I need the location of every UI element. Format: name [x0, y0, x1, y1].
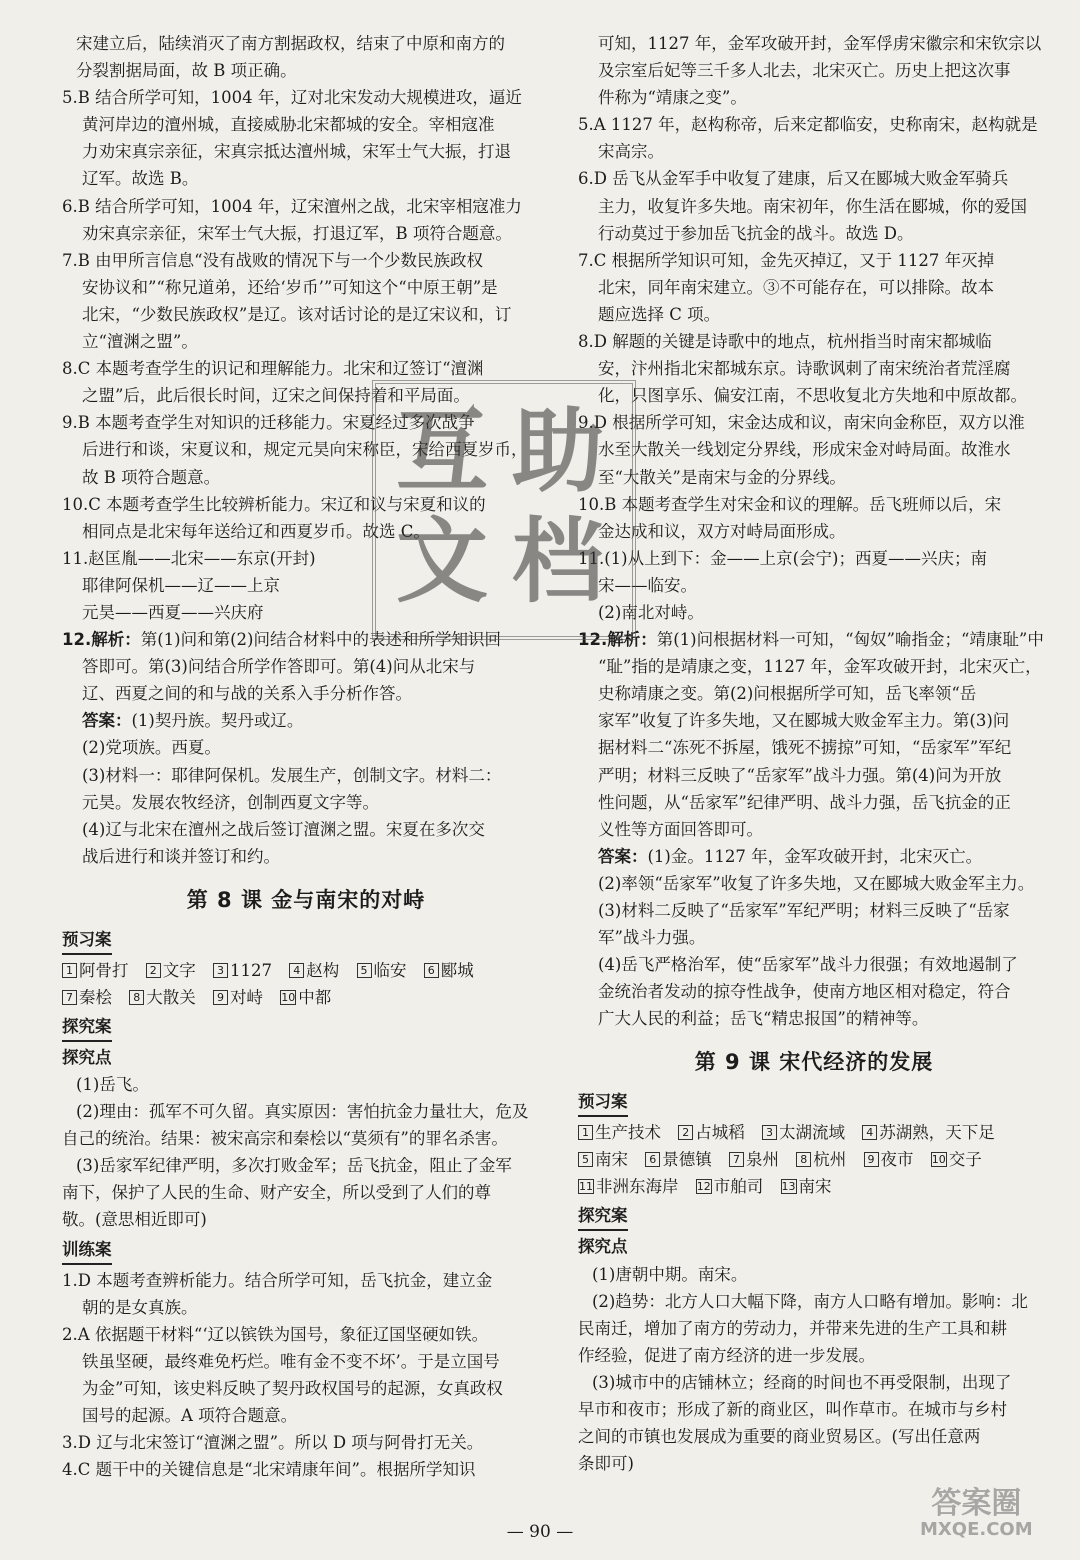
watermark-line: MXQE.COM [920, 1519, 1033, 1540]
text-line: (2)党项族。西夏。 [82, 738, 221, 758]
text-line: 金达成和议，双方对峙局面形成。 [598, 521, 846, 541]
text-line: 朝的是女真族。 [82, 1297, 198, 1317]
text-line: 10.C 本题考查学生比较辨析能力。宋辽和议与宋夏和议的 [62, 494, 486, 514]
text-line: 7.B 由甲所言信息“没有战败的情况下与一个少数民族政权 [62, 250, 484, 270]
left-column [62, 30, 550, 1483]
lesson-9-title: 第 9 课 宋代经济的发展 [694, 1050, 934, 1075]
text-line: 为金”可知，该史料反映了契丹政权国号的起源，女真政权 [82, 1378, 503, 1398]
text-line: 11.(1)从上到下：金——上京(会宁)；西夏——兴庆；南 [578, 548, 987, 568]
text-line: (3)岳家军纪律严明，多次打败金军；岳飞抗金，阻止了金军 [76, 1156, 512, 1176]
text-line: 安，汴州指北宋都城东京。诗歌讽刺了南宋统治者荒淫腐 [598, 359, 1011, 379]
section-yuxi: 预习案 [578, 1088, 628, 1117]
list-item: 2 文字 [146, 957, 196, 984]
text-line: 分裂割据局面，故 B 项正确。 [76, 61, 297, 81]
text-line: 主力，收复许多失地。南宋初年，你生活在郾城，你的爱国 [598, 196, 1027, 216]
stamp-char: 互 [396, 398, 489, 505]
text-line: 1.D 本题考查辨析能力。结合所学可知，岳飞抗金，建立金 [62, 1270, 493, 1290]
text-line: (2)趋势：北方人口大幅下降，南方人口略有增加。影响：北 [592, 1291, 1028, 1311]
list-item: 4 赵构 [289, 957, 339, 984]
answer-label: 答案： [598, 846, 648, 866]
text-line: 化，只图享乐、偏安江南，不思收复北方失地和中原故都。 [598, 386, 1027, 406]
text-line: 11.赵匡胤——北宋——东京(开封) [62, 548, 316, 568]
text-line: 条即可) [578, 1454, 634, 1474]
text-line: 战后进行和谈并签订和约。 [82, 846, 280, 866]
answer-t10 [578, 491, 1050, 545]
list-item: 7 泉州 [729, 1146, 779, 1173]
text-line: 件称为“靖康之变”。 [598, 88, 747, 108]
list-item: 6 郾城 [424, 957, 474, 984]
text-line: 辽军。故选 B。 [82, 169, 199, 189]
answer-t4-cont [578, 30, 1050, 111]
text-line: 9.D 根据所学可知，宋金达成和议，南宋向金称臣，双方以淮 [578, 413, 1025, 433]
list-item: 6 景德镇 [645, 1146, 712, 1173]
text-line: 相同点是北宋每年送给辽和西夏岁币。故选 C。 [82, 521, 430, 541]
text-line: 黄河岸边的澶州城，直接威胁北宋都城的安全。宰相寇准 [82, 115, 495, 135]
list-item: 3 太湖流域 [762, 1119, 845, 1146]
intro-block [62, 30, 550, 84]
text-line: 7.C 根据所学知识可知，金先灭掉辽，又于 1127 年灭掉 [578, 250, 995, 270]
text-line: 据材料二“冻死不拆屋，饿死不掳掠”可知，“岳家军”军纪 [598, 738, 1012, 758]
text-line: 6.B 结合所学可知，1004 年，辽宋澶州之战，北宋宰相寇准力 [62, 196, 522, 216]
text-line: 宋建立后，陆续消灭了南方割据政权，结束了中原和南方的 [76, 34, 505, 53]
answer-t1 [62, 1267, 550, 1321]
text-line: 2.A 依据题干材料“‘辽以镔铁为国号，象征辽国坚硬如铁。 [62, 1324, 489, 1344]
text-line: 元昊——西夏——兴庆府 [82, 602, 264, 622]
text-line: 义性等方面回答即可。 [598, 819, 763, 839]
text-line: 5.B 结合所学可知，1004 年，辽对北宋发动大规模进攻，逼近 [62, 88, 522, 108]
text-line: (3)材料一：耶律阿保机。发展生产，创制文字。材料二： [82, 765, 502, 785]
list-item: 10 交子 [931, 1150, 982, 1170]
text-line: 耶律阿保机——辽——上京 [82, 575, 280, 595]
text-line: 后进行和谈，宋夏议和，规定元昊向宋称臣，宋给西夏岁币， [82, 440, 528, 460]
text-line: 之间的市镇也发展成为重要的商业贸易区。(写出任意两 [578, 1427, 981, 1447]
list-item: 5 临安 [357, 957, 407, 984]
section-tanjiu: 探究案 [578, 1202, 628, 1231]
site-watermark [920, 1488, 1033, 1540]
text-line: 第(1)问根据材料一可知，“匈奴”喻指金；“靖康耻”中 [656, 630, 1044, 650]
answer-t12 [578, 626, 1050, 1032]
stamp-char: 助 [512, 398, 605, 505]
text-line: (3)材料二反映了“岳家军”军纪严明；材料三反映了“岳家 [598, 901, 1010, 920]
text-line: 之盟”后，此后很长时间，辽宋之间保持着和平局面。 [82, 386, 470, 406]
answer-q6 [62, 193, 550, 247]
list-item: 9 对峙 [213, 984, 263, 1011]
answer-t9 [578, 409, 1050, 490]
text-line: 故 B 项符合题意。 [82, 467, 221, 487]
text-line: 性问题，从“岳家军”纪律严明、战斗力强，岳飞抗金的正 [598, 792, 1011, 812]
text-line: 可知，1127 年，金军攻破开封，金军俘虏宋徽宗和宋钦宗以 [598, 34, 1042, 53]
text-line: 宋高宗。 [598, 142, 664, 162]
text-line: 答即可。第(3)问结合所学作答即可。第(4)问从北宋与 [82, 657, 476, 677]
right-column [578, 30, 1050, 1477]
text-line: 行动莫过于参加岳飞抗金的战斗。故选 D。 [598, 223, 914, 243]
answer-t11 [578, 545, 1050, 626]
text-line: 作经验，促进了南方经济的进一步发展。 [578, 1345, 875, 1365]
text-line: (2)理由：孤军不可久留。真实原因：害怕抗金力量壮大，危及 [76, 1102, 529, 1122]
list-item: 2 占城稻 [678, 1119, 745, 1146]
text-line: 北宋，同年南宋建立。③不可能存在，可以排除。故本 [598, 277, 994, 297]
answer-t7 [578, 247, 1050, 328]
list-item: 13 南宋 [781, 1177, 832, 1197]
text-line: 8.C 本题考查学生的识记和理解能力。北宋和辽签订“澶渊 [62, 359, 484, 379]
text-line: 铁虽坚硬，最终难免朽烂。唯有金不变不坏’。于是立国号 [82, 1351, 500, 1371]
analysis-label: 12.解析： [62, 630, 141, 650]
text-line: (3)城市中的店铺林立；经商的时间也不再受限制，出现了 [592, 1372, 1012, 1392]
list-item: 12 市舶司 [696, 1177, 764, 1197]
watermark-line: 答案圈 [931, 1486, 1022, 1521]
list-item: 1 生产技术 [578, 1119, 661, 1146]
text-line: 元昊。发展农牧经济，创制西夏文字等。 [82, 792, 379, 812]
text-line: 10.B 本题考查学生对宋金和议的理解。岳飞班师以后，宋 [578, 494, 1002, 514]
text-line: (1)岳飞。 [76, 1075, 149, 1094]
stamp-char: 档 [512, 508, 605, 615]
text-line: (4)辽与北宋在澶州之战后签订澶渊之盟。宋夏在多次交 [82, 819, 485, 839]
text-line: (1)金。1127 年，金军攻破开封，北宋灭亡。 [647, 846, 983, 866]
text-line: 及宗室后妃等三千多人北去，北宋灭亡。历史上把这次事 [598, 61, 1011, 81]
yuxi-list [578, 1119, 1050, 1200]
text-line: 题应选择 C 项。 [598, 304, 721, 324]
answer-t2 [62, 1321, 550, 1429]
text-line: (1)契丹族。契丹或辽。 [131, 711, 304, 731]
text-line: 敬。(意思相近即可) [62, 1210, 207, 1230]
list-item: 1 阿骨打 [62, 957, 129, 984]
text-line: “耻”指的是靖康之变，1127 年，金军攻破开封，北宋灭亡， [598, 657, 1042, 677]
text-line: 南下，保护了人民的生命、财产安全，所以受到了人们的尊 [62, 1183, 491, 1203]
list-item: 3 1127 [213, 957, 272, 984]
page-number: — 90 — [506, 1522, 574, 1542]
text-line: 宋——临安。 [598, 575, 697, 595]
stamp-char: 文 [396, 508, 489, 615]
text-line: (4)岳飞严格治军，使“岳家军”战斗力很强；有效地遏制了 [598, 955, 1018, 975]
text-line: 安协议和”“称兄道弟，还给‘岁币’”可知这个“中原王朝”是 [82, 277, 498, 297]
tanjiudian-label: 探究点 [62, 1047, 112, 1067]
answer-t8 [578, 328, 1050, 409]
text-line: 第(1)问和第(2)问结合材料中的表述和所学知识回 [140, 630, 501, 650]
text-line: 水至大散关一线划定分界线，形成宋金对峙局面。故淮水 [598, 440, 1011, 460]
tanjiudian-label: 探究点 [578, 1237, 628, 1257]
text-line: 辽、西夏之间的和与战的关系入手分析作答。 [82, 684, 412, 704]
analysis-label: 12.解析： [578, 630, 657, 650]
text-line: (1)唐朝中期。南宋。 [592, 1264, 748, 1284]
stamp-watermark [372, 380, 636, 640]
section-yuxi: 预习案 [62, 926, 112, 955]
answer-q5 [62, 84, 550, 192]
yuxi-list [62, 957, 550, 1011]
text-line: 早市和夜市；形成了新的商业区，叫作草市。在城市与乡村 [578, 1400, 1007, 1420]
text-line: 至“大散关”是南宋与金的分界线。 [598, 467, 846, 487]
answer-t5 [578, 111, 1050, 165]
section-tanjiu: 探究案 [62, 1013, 112, 1042]
section-xunlian: 训练案 [62, 1236, 112, 1265]
text-line: 自己的统治。结果：被宋高宗和秦桧以“莫须有”的罪名杀害。 [62, 1129, 508, 1149]
list-item: 9 夜市 [864, 1146, 914, 1173]
text-line: 国号的起源。A 项符合题意。 [82, 1406, 298, 1426]
text-line: 家军”收复了许多失地，又在郾城大败金军主力。第(3)问 [598, 711, 1010, 731]
list-item: 8 杭州 [796, 1146, 846, 1173]
tanjiu-list [62, 1071, 550, 1234]
text-line: 军”战斗力强。 [598, 928, 706, 948]
text-line: 劝宋真宗亲征，宋军士气大振，打退辽军，B 项符合题意。 [82, 223, 512, 243]
list-item: 4 苏湖熟，天下足 [862, 1119, 995, 1146]
answer-t6 [578, 165, 1050, 246]
text-line: 史称靖康之变。第(2)问根据所学可知，岳飞率领“岳 [598, 684, 977, 704]
answer-label: 答案： [82, 711, 132, 731]
text-line: 立“澶渊之盟”。 [82, 332, 198, 352]
text-line: 北宋，“少数民族政权”是辽。该对话讨论的是辽宋议和，订 [82, 304, 512, 324]
tanjiu-list [578, 1261, 1050, 1478]
text-line: 金统治者发动的掠夺性战争，使南方地区相对稳定，符合 [598, 982, 1011, 1002]
answer-t4: 4.C 题干中的关键信息是“北宋靖康年间”。根据所学知识 [62, 1460, 476, 1480]
list-item: 7 秦桧 [62, 984, 112, 1011]
text-line: 8.D 解题的关键是诗歌中的地点，杭州指当时南宋都城临 [578, 332, 992, 352]
text-line: 9.B 本题考查学生对知识的迁移能力。宋夏经过多次战争 [62, 413, 475, 433]
text-line: 广大人民的利益；岳飞“精忠报国”的精神等。 [598, 1009, 929, 1029]
text-line: 严明；材料三反映了“岳家军”战斗力强。第(4)问为开放 [598, 765, 1002, 785]
list-item: 11 非洲东海岸 [579, 1177, 679, 1197]
list-item: 8 大散关 [129, 984, 196, 1011]
answer-q7 [62, 247, 550, 355]
list-item: 10 中都 [281, 987, 332, 1007]
text-line: 民南迁，增加了南方的劳动力，并带来先进的生产工具和耕 [578, 1318, 1007, 1338]
text-line: 力劝宋真宗亲征，宋真宗抵达澶州城，宋军士气大振，打退 [82, 142, 511, 162]
text-line: 6.D 岳飞从金军手中收复了建康，后又在郾城大败金军骑兵 [578, 169, 1009, 189]
answer-q12 [62, 626, 550, 870]
list-item: 5 南宋 [578, 1146, 628, 1173]
text-line: (2)率领“岳家军”收复了许多失地，又在郾城大败金军主力。 [598, 873, 1035, 893]
answer-t3: 3.D 辽与北宋签订“澶渊之盟”。所以 D 项与阿骨打无关。 [62, 1433, 484, 1453]
text-line: (2)南北对峙。 [598, 602, 704, 622]
lesson-8-title: 第 8 课 金与南宋的对峙 [186, 887, 426, 912]
text-line: 5.A 1127 年，赵构称帝，后来定都临安，史称南宋，赵构就是 [578, 115, 1038, 135]
